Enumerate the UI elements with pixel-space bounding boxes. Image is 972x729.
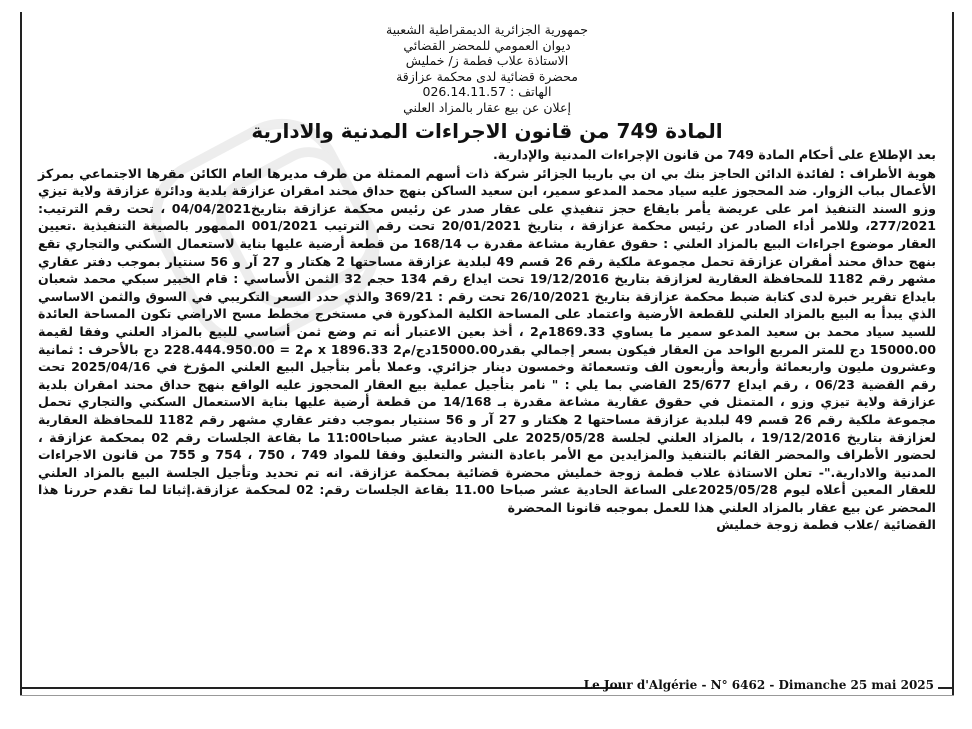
notice-frame (20, 12, 954, 707)
signature-line: القضائية /علاب فطمة زوجة خمليش (716, 517, 936, 533)
publication-credit: Le Jour d'Algérie - N° 6462 - Dimanche 25 mai 2025 (583, 678, 934, 692)
phone-line (38, 84, 936, 100)
intro-paragraph: بعد الإطلاع على أحكام المادة 749 من قانون الإجراءات المدنية والإدارية. (492, 147, 936, 162)
page-title: المادة 749 من قانون الاجراءات المدنية والادارية (251, 119, 723, 143)
notice-header (38, 22, 936, 115)
main-paragraph: هوية الأطراف : لفائدة الدائن الحاجز بنك بي ان بي باريبا الجزائر شركة ذات أسهم الممثلة من طرف مديرها العام الكائن مقرها الاجتماعي بمركز الأعمال بباب الزوار. ضد المحجوز عليه سياد محمد المدعو سمير، ابن سعيد الساكن بنهج حداق محند امقران عزازقة بلدية ودائرة عزازقة ولاية تيزي وزو السند التنفيذ امر على عريضة يأمر بايقاع حجز تنفيذي على عقار صدر عن رئيس محكمة عزازقة بتاريخ04/04/2021 ، تحت رقم الترتيب: 277/2021، وللامر أداء الصادر عن رئيس محكمة عزازقة ، بتاريخ 20/01/2021 تحت رقم الترتيب 001/2021 الممهور بالصيغة التنفيذية .تعيين العقار موضوع اجراءات البيع بالمزاد العلني : حقوق عقارية مشاعة مقدرة ب 168/14 من قطعة أرضية عليها بناية لاستعمال السكني والتجاري تقع بنهج حداق محند أمقران عزازقة تحمل مجموعة ملكية رقم 26 قسم 49 لبلدية عزازقة مساحتها 2 هكتار و 27 آر و 56 سنتيار بموجب دفتر عقاري مشهر رقم 1182 للمحافظة العقارية لعزازقة بتاريخ 19/12/2016 تحت ايداع رقم 134 حجم 32 الثمن الأساسي : قام الخبير سبكي محمد شعبان بايداع تقرير خبرة لدى كتابة ضبط محكمة عزازقة بتاريخ 26/10/2021 تحت رقم : 369/21 والذي حدد السعر التكريبي في السوق والثمن الاساسي الذي يبدأ به البيع بالمزاد العلني للقطعة الأرضية واعتماد على المساحة الكلية المذكورة في مستخرج مخطط مسح الاراضي تكون المساحة العائدة للسيد سياد محمد بن سعيد المدعو سمير ما يساوي 1869.33م2 ، أخذ بعين الاعتبار أنه تم وضع ثمن أساسي للبيع بالمزاد العلني وفقا لقيمة 15000.00 دج للمتر المربع الواحد من العقار فيكون بسعر إجمالي بقدر15000.00دج/م2 x 1896.33 م2 = 228.444.950.00 دج بالأحرف : ثمانية وعشرون مليون واربعمائة وأربعة وأربعون الف وتسعمائة وخمسون دينار جزائري. وعملا بأمر بتأجيل البيع العلني المؤرخ في 2025/04/16 تحت رقم القضية 06/23 ، رقم ايداع 25/677 القاضي بما يلي : " نامر بتأجيل عملية بيع العقار المحجوز عليه الواقع بنهج حداق محند امقران بلدية عزازقة ولاية تيزي وزو ، المتمثل في حقوق عقارية مشاعة مقدرة بـ 14/168 من قطعة أرضية عليها بناية الاستعمال السكني والتجاري تحمل مجموعة ملكية رقم 26 قسم 49 لبلدية عزازقة مساحتها 2 هكتار و 27 آر و 56 سنتيار بموجب دفتر عقاري مشهر رقم 1182 للمحافظة العقارية لعزازقة بتاريخ 19/12/2016 ، بالمزاد العلني لجلسة 2025/05/28 على الحادية عشر صباحا11:00 ما بقاعة الجلسات رقم 02 بمحكمة عزازقة ، لحضور الأطراف والمحضر القائم بالتنفيذ والمزايدين مع الأمر باعادة النشر والتعليق وفقا للمواد 749 ، 750 ، 754 و 755 من قانون الاجراءات المدنية والادارية."- تعلن الاستاذة علاب فطمة زوجة خمليش محضرة قضائية بمحكمة عزازقة. انه تم تحديد وتأجيل الجلسة البيع بالمزاد العلني للعقار المعين أعلاه ليوم 2025/05/28على الساعة الحادية عشر صباحا 11.00 بقاعة الجلسات رقم: 02 لمحكمة عزازقة.إثباتا لما تقدم حررنا هذا المحضر عن بيع عقار بالمزاد العلني هذا للعمل بموجبه قانونا المحضرة (38, 165, 937, 515)
footer-rule-left (22, 687, 622, 689)
bottom-rule (20, 695, 954, 696)
footer-rule-right (938, 687, 952, 689)
right-border (952, 12, 954, 695)
publication-footer (20, 676, 954, 696)
phone-number: 026.14.11.57 (422, 84, 507, 99)
phone-label: الهاتف : (510, 84, 552, 99)
court-line: محضرة قضائية لدى محكمة عزازقة (396, 68, 578, 84)
notice-content (38, 22, 936, 534)
notice-subtitle: إعلان عن بيع عقار بالمزاد العلني (403, 99, 571, 115)
left-border (20, 12, 22, 695)
notice-body (38, 146, 936, 534)
bailiff-line: الاستاذة علاب فطمة ز/ خمليش (405, 53, 569, 68)
republic-line: جمهورية الجزائرية الديمقراطية الشعبية (386, 22, 588, 37)
office-line: ديوان العمومي للمحضر القضائي (403, 37, 571, 53)
